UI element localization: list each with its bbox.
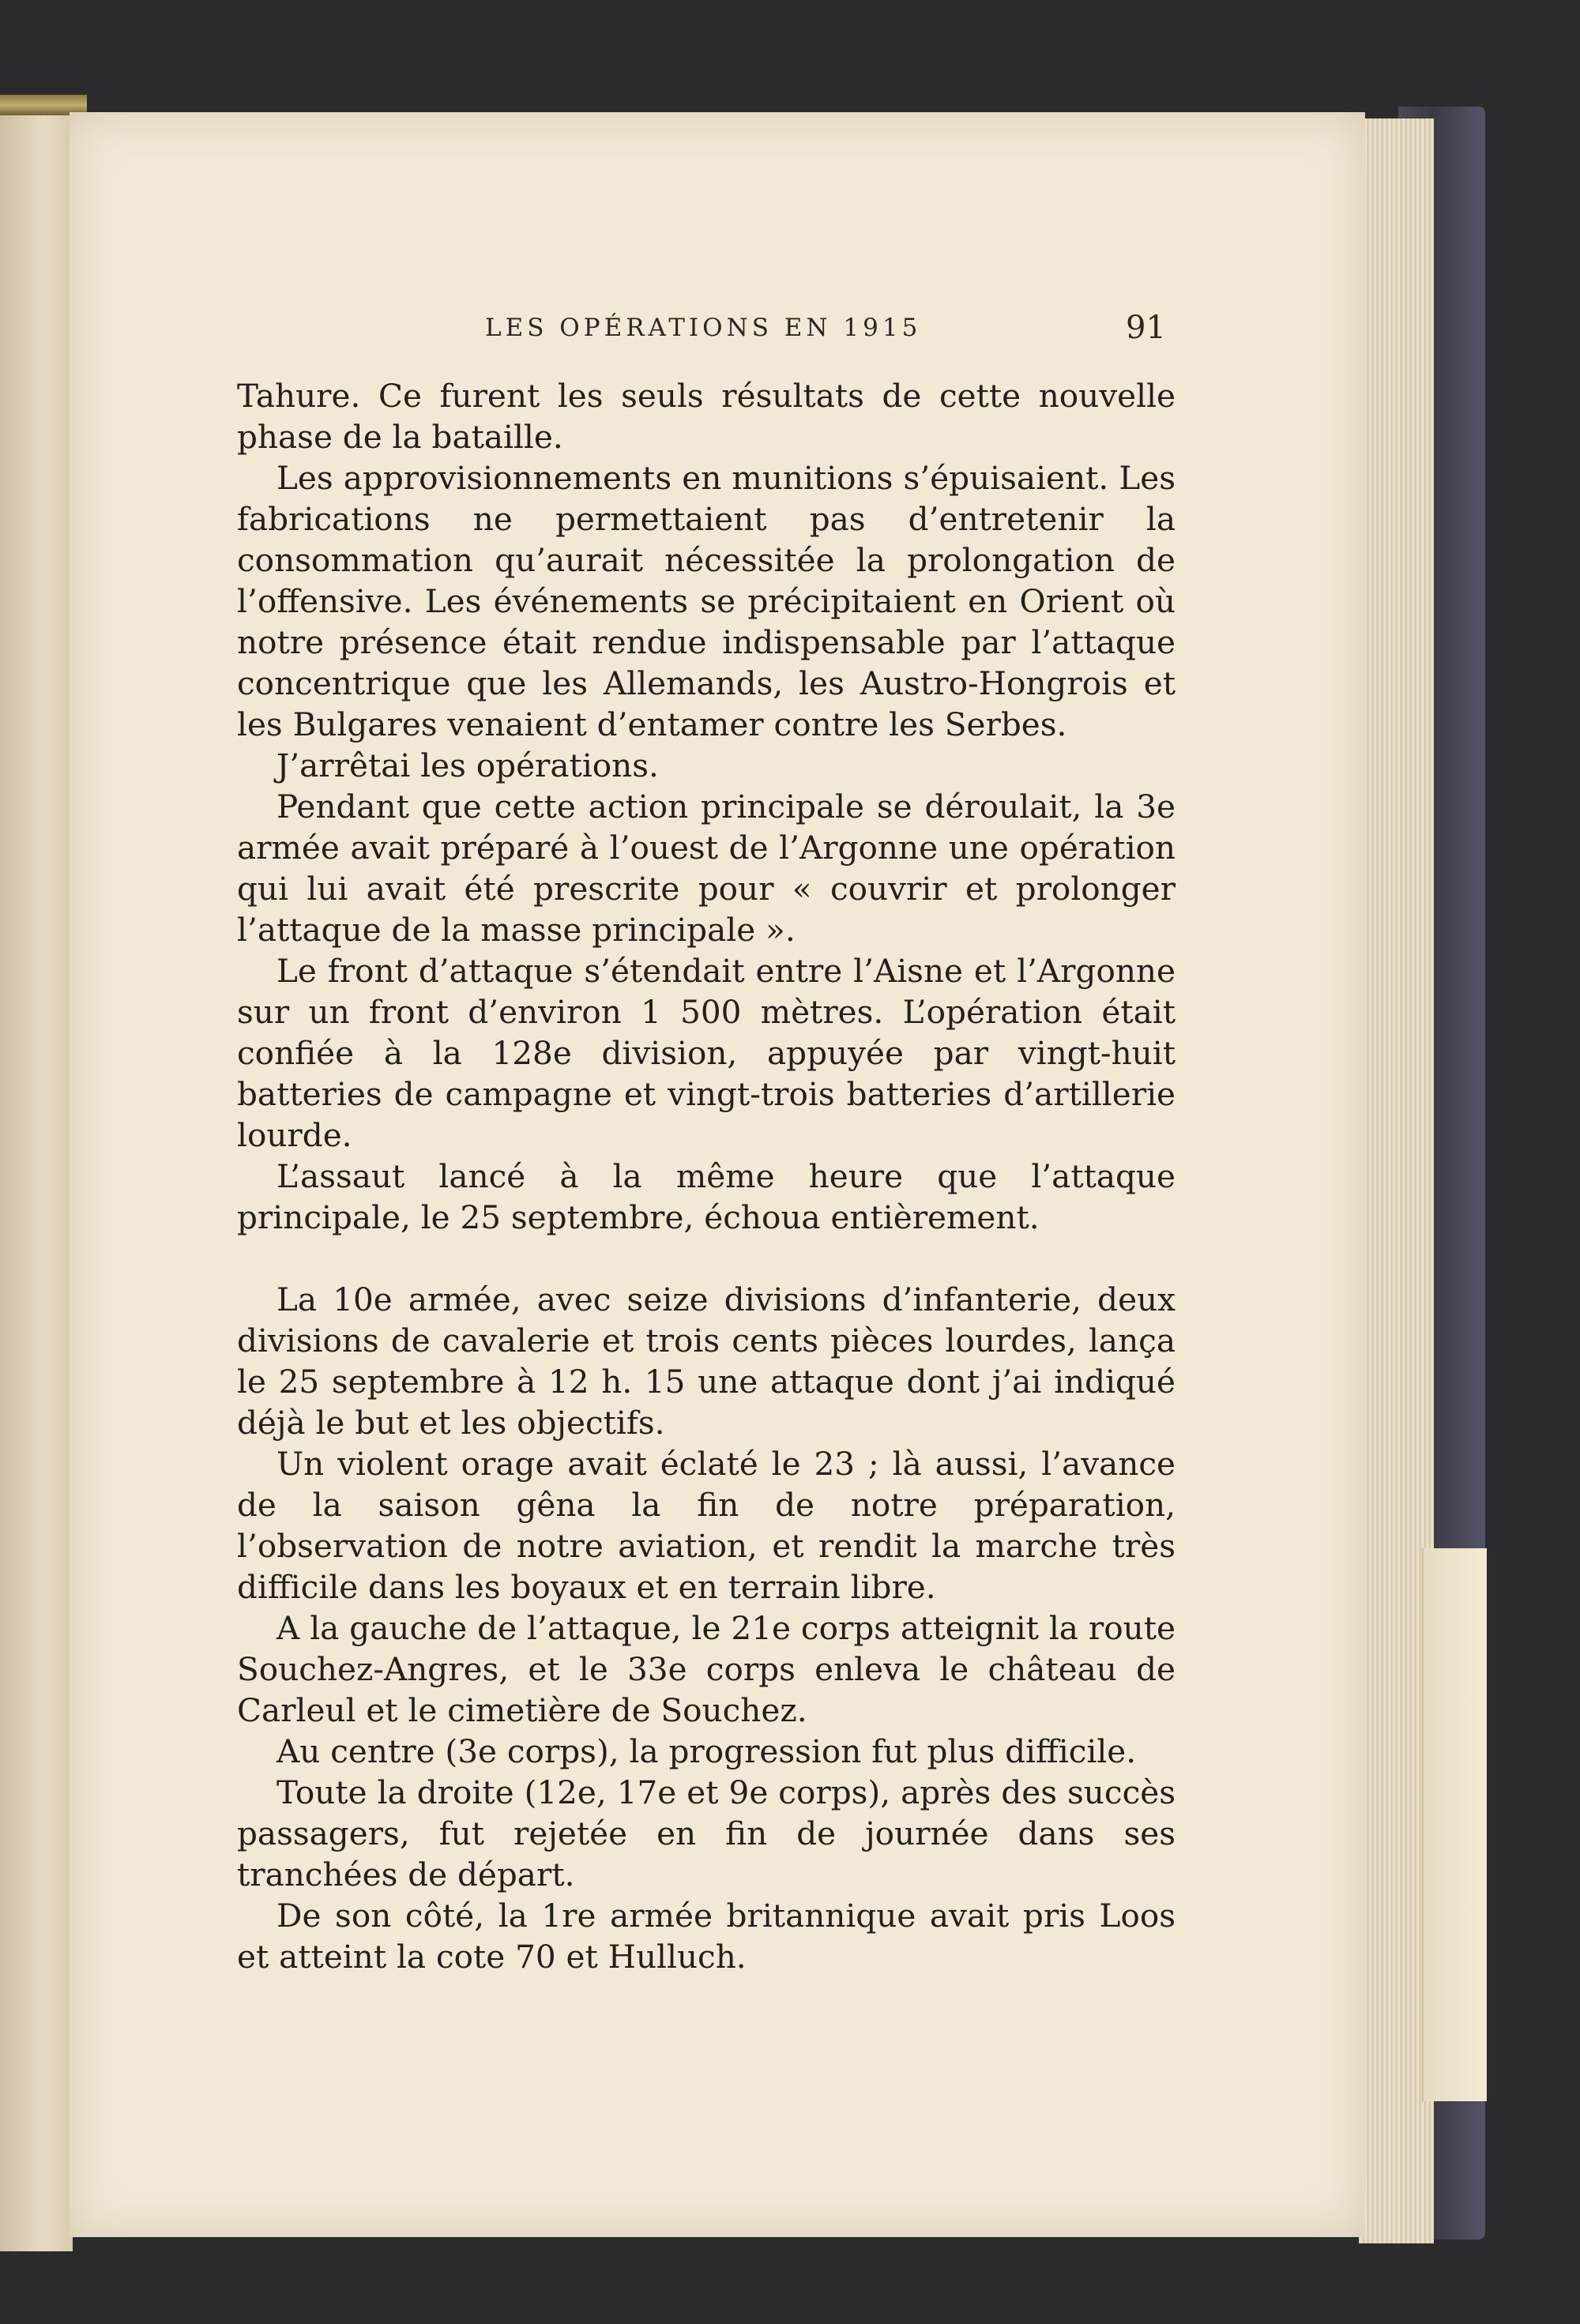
paragraph: Au centre (3e corps), la progression fut plus difficile.	[276, 1732, 1137, 1770]
paragraph: Les approvisionnements en munitions s’épuisaient. Les fabrications ne permettaient pas d’entretenir la consommation qu’aurait nécessitée la prolongation de l’offensive. Les événements se précipitaient en Orient où notre présence était rendue indispensable par l’attaque concentrique que les Allemands, les Austro-Hongrois et les Bulgares venaient d’entamer contre les Serbes.	[237, 459, 1176, 743]
left-page-edge	[0, 103, 73, 2251]
paragraph: J’arrêtai les opérations.	[276, 746, 659, 784]
paragraph: De son côté, la 1re armée britannique avait pris Loos et atteint la cote 70 et Hulluch.	[237, 1897, 1176, 1976]
paragraph: A la gauche de l’attaque, le 21e corps atteignit la route Souchez-Angres, et le 33e corps enleva le château de Carleul et le cimetière de Souchez.	[237, 1609, 1176, 1729]
running-title: LES OPÉRATIONS EN 1915	[485, 314, 922, 342]
paragraph: Tahure. Ce furent les seuls résultats de cette nouvelle phase de la bataille.	[237, 377, 1176, 456]
paragraph: La 10e armée, avec seize divisions d’infanterie, deux divisions de cavalerie et trois cents pièces lourdes, lança le 25 septembre à 12 h. 15 une attaque dont j’ai indiqué déjà le but et les objectifs.	[237, 1280, 1176, 1442]
page-number: 91	[1126, 310, 1166, 346]
body-text	[237, 375, 1176, 1977]
protruding-page-edge	[1422, 1548, 1487, 2101]
paragraph: Toute la droite (12e, 17e et 9e corps), après des succès passagers, fut rejetée en fin de journée dans ses tranchées de départ.	[237, 1773, 1176, 1893]
paragraph: Le front d’attaque s’étendait entre l’Aisne et l’Argonne sur un front d’environ 1 500 mètres. L’opération était confiée à la 128e division, appuyée par vingt-huit batteries de campagne et vingt-trois batteries d’artillerie lourde.	[237, 952, 1176, 1154]
paragraph: L’assaut lancé à la même heure que l’attaque principale, le 25 septembre, échoua entièrement.	[237, 1157, 1176, 1236]
paragraph: Un violent orage avait éclaté le 23 ; là aussi, l’avance de la saison gêna la fin de notre préparation, l’observation de notre aviation, et rendit la marche très difficile dans les boyaux et en terrain libre.	[237, 1445, 1176, 1606]
paragraph: Pendant que cette action principale se déroulait, la 3e armée avait préparé à l’ouest de l’Argonne une opération qui lui avait été prescrite pour « couvrir et prolonger l’attaque de la masse principale ».	[237, 788, 1176, 949]
